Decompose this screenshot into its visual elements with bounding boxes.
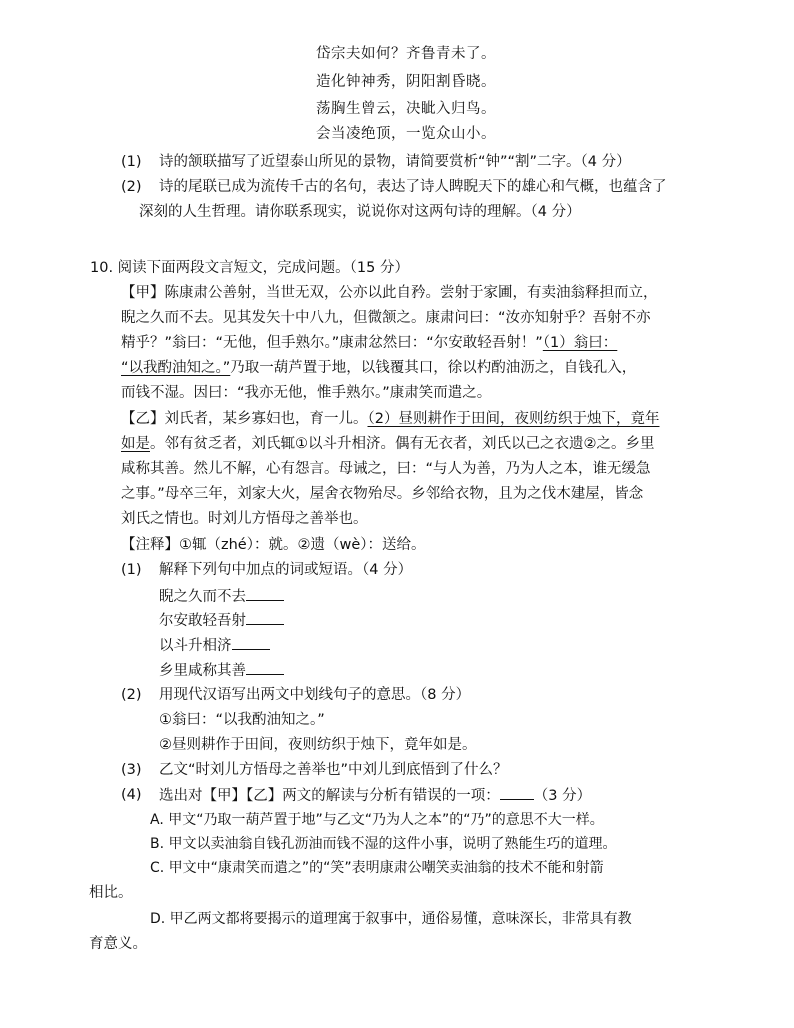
answer-blank[interactable] (232, 635, 270, 650)
passage-yi-line1-text: 【乙】刘氏者，某乡寡妇也，育一儿。 (121, 411, 368, 427)
q10-sub4-number: (4) (121, 787, 142, 803)
q10-sub1-number: (1) (121, 562, 142, 578)
poem-line-3: 荡胸生曾云，决眦入归鸟。 (316, 101, 496, 117)
underlined-sentence-1b: “以我酌油知之。” (121, 360, 231, 376)
passage-yi-line2-text: 。邻有贫乏者，刘氏辄①以斗升相济。偶有无衣者，刘氏以己之衣遗②之。乡里 (150, 436, 655, 452)
q10-sub1-item-3-text: 以斗升相济 (159, 638, 232, 654)
q10-sub3-number: (3) (121, 762, 142, 778)
q10-sub3-text: 乙文“时刘儿方悟母之善举也”中刘儿到底悟到了什么？ (159, 762, 508, 778)
poem-line-2: 造化钟神秀，阴阳割昏晓。 (316, 74, 496, 90)
q10-sub1-item-3 (159, 635, 270, 656)
q10-sub2-item-2: ②昼则耕作于田间，夜则纺织于烛下，竟年如是。 (159, 737, 477, 753)
passage-yi-line4: 之事。”母卒三年，刘家大火，屋舍衣物殆尽。乡邻给衣物，且为之伐木建屋，皆念 (121, 486, 644, 502)
passage-yi-line3: 咸称其善。然儿不解，心有怨言。母诫之，曰：“与人为善，乃为人之本，谁无缓急 (121, 461, 651, 477)
passage-yi-line2 (121, 434, 655, 454)
underlined-sentence-1a: （1）翁曰： (542, 335, 618, 351)
q9-sub2-text-line1: 诗的尾联已成为流传千古的名句，表达了诗人睥睨天下的雄心和气概，也蕴含了 (159, 179, 667, 195)
passage-yi-line1 (121, 409, 659, 429)
q9-sub2-text-line2: 深刻的人生哲理。请你联系现实，说说你对这两句诗的理解。（4 分） (139, 204, 581, 220)
q10-sub4-text (159, 785, 591, 806)
passage-jia-line3-text: 精乎？”翁曰：“无他，但手熟尔。”康肃忿然曰：“尔安敢轻吾射！” (121, 335, 543, 351)
q10-sub1-item-4-text: 乡里咸称其善 (159, 663, 246, 679)
poem-line-4: 会当凌绝顶，一览众山小。 (316, 126, 496, 142)
answer-blank[interactable] (500, 785, 534, 800)
passage-jia-line4-text: 乃取一葫芦置于地，以钱覆其口，徐以杓酌油沥之，自钱孔入， (230, 360, 637, 376)
answer-blank[interactable] (246, 610, 284, 625)
answer-blank[interactable] (246, 586, 284, 601)
q10-sub1-item-2 (159, 610, 284, 631)
option-c-line1: C. 甲文中“康肃笑而遣之”的“笑”表明康肃公嘲笑卖油翁的技术不能和射箭 (150, 860, 604, 876)
q10-sub2-item-1: ①翁曰：“以我酌油知之。” (159, 712, 325, 728)
passage-jia-line2: 睨之久而不去。见其发矢十中八九，但微颔之。康肃问曰：“汝亦知射乎？吾射不亦 (121, 310, 651, 326)
q10-sub1-item-2-text: 尔安敢轻吾射 (159, 613, 246, 629)
q10-sub4-text-main: 选出对【甲】【乙】两文的解读与分析有错误的一项： (159, 788, 500, 804)
q10-sub1-item-1 (159, 586, 284, 607)
q10-sub1-item-1-text: 睨之久而不去 (159, 589, 246, 605)
q10-sub1-item-4 (159, 660, 284, 681)
q9-sub2-number: (2) (121, 179, 142, 195)
q9-sub1-text: 诗的颔联描写了近望泰山所见的景物，请简要赏析“钟”“割”二字。（4 分） (159, 154, 631, 170)
annotation-note: 【注释】①辄（zhé）：就。②遗（wè）：送给。 (121, 537, 426, 553)
q10-sub1-text: 解释下列句中加点的词或短语。（4 分） (159, 562, 413, 578)
option-a: A. 甲文“乃取一葫芦置于地”与乙文“乃为人之本”的“乃”的意思不大一样。 (150, 812, 604, 828)
passage-jia-line3 (121, 333, 617, 353)
q10-sub4-points: （3 分） (533, 788, 592, 804)
q9-sub1-number: (1) (121, 154, 142, 170)
passage-jia-line5: 而钱不湿。因曰：“我亦无他，惟手熟尔。”康肃笑而遣之。 (121, 385, 492, 401)
passage-yi-line5: 刘氏之情也。时刘儿方悟母之善举也。 (121, 511, 368, 527)
underlined-sentence-2b: 如是 (121, 436, 150, 452)
passage-jia-line4 (121, 358, 636, 378)
option-b: B. 甲文以卖油翁自钱孔沥油而钱不湿的这件小事，说明了熟能生巧的道理。 (150, 836, 617, 852)
option-c-line2: 相比。 (89, 885, 133, 901)
poem-line-1: 岱宗夫如何？齐鲁青未了。 (316, 46, 496, 62)
underlined-sentence-2a: （2）昼则耕作于田间，夜则纺织于烛下，竟年 (367, 411, 660, 427)
option-d-line2: 育意义。 (89, 936, 147, 952)
q10-heading: 10. 阅读下面两段文言短文，完成问题。（15 分） (90, 260, 409, 276)
option-d-line1: D. 甲乙两文都将要揭示的道理寓于叙事中，通俗易懂，意味深长，非常具有教 (150, 911, 632, 927)
q10-sub2-number: (2) (121, 687, 142, 703)
q10-sub2-text: 用现代汉语写出两文中划线句子的意思。（8 分） (159, 687, 471, 703)
answer-blank[interactable] (246, 660, 284, 675)
passage-jia-line1: 【甲】陈康肃公善射，当世无双，公亦以此自矜。尝射于家圃，有卖油翁释担而立， (121, 285, 658, 301)
